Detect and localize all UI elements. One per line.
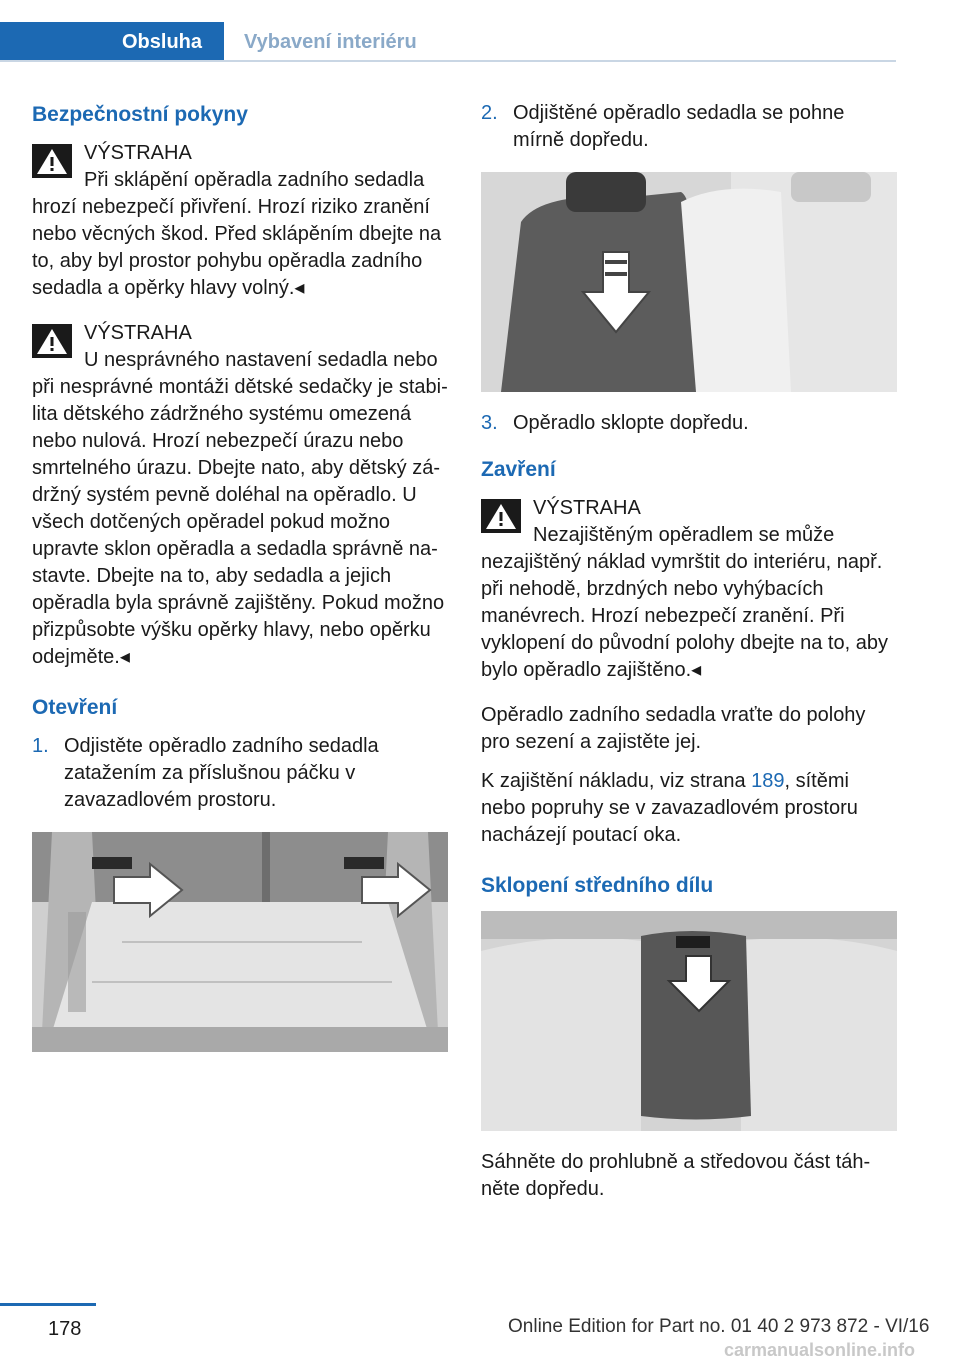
step-text: Odjištěné opěradlo sedadla se pohne mírně dopředu. [513,102,845,151]
warning-block [32,320,448,671]
warning-text: Nezajištěným opěradlem se může nezajištěný náklad vymrštit do interiéru, např. při nehodě, brzdných nebo vyhýbacích manévrech. Hrozí nebezpečí zranění. Při vyklopení do původní polohy dbejte na to, aby bylo opěradlo zajištěno.◂ [481,524,888,681]
page-number: 178 [48,1318,82,1340]
step-text: Opěradlo sklopte dopředu. [513,412,749,434]
step-item [32,733,448,814]
center-section-illustration [481,911,897,1131]
backrest-unlocked-illustration [481,172,897,392]
header-divider [0,60,896,62]
warning-triangle-icon [481,499,521,533]
warning-triangle-icon [32,144,72,178]
section-title-close: Zavření [481,458,556,481]
paragraph-text: K zajištění nákladu, viz strana [481,770,752,792]
paragraph [481,768,897,849]
tab-obsluha[interactable]: Obsluha [0,22,224,62]
warning-label: VÝSTRAHA [84,142,192,164]
step-number: 1. [32,735,49,757]
section-title-fold: Sklopení středního dílu [481,874,714,897]
warning-text: Při sklápění opěradla zadního sedadla hrozí nebezpečí přivření. Hrozí riziko zranění nebo věcných škod. Před sklápěním dbejte na to, aby byl prostor pohybu opěradla zadního sedadla a opěrky hlavy volný.◂ [32,169,442,299]
paragraph: Sáhněte do prohlubně a středovou část táhněte dopředu. [481,1151,871,1200]
step-number: 2. [481,102,498,124]
warning-triangle-icon [32,324,72,358]
step-item [481,410,897,437]
step-item [481,100,897,154]
footer-rule [0,1303,96,1306]
watermark: carmanualsonline.info [724,1340,916,1360]
step-text: Odjistěte opěradlo zadního sedadla zatažením za příslušnou páčku v zavazadlovém prostoru. [64,735,379,811]
edition-text: Online Edition for Part no. 01 40 2 973 872 - VI/16 [508,1316,930,1337]
warning-label: VÝSTRAHA [533,497,641,519]
paragraph: Opěradlo zadního sedadla vraťte do polohy pro sezení a zajistěte jej. [481,704,866,753]
warning-text: U nesprávného nastavení sedadla nebo při nesprávné montáži dětské sedačky je stabilita dětského zádržného systému omezená nebo nulová. Hrozí nebezpečí úrazu nebo smrtelného úrazu. Dbejte nato, aby dětský zádržný systém pevně doléhal na opěradlo. U všech dotčených opěradel pokud možno upravte sklon opěradla a sedadla správně nastavte. Dbejte na to, aby sedadla a jejich opěradla byla správně zajištěny. Pokud možno přizpůsobte výšku opěrky hlavy, nebo opěrku odejměte.◂ [32,349,448,668]
paragraph-text: , sítěmi nebo popruhy se v zavazadlovém prostoru nacházejí poutací oka. [481,770,858,846]
left-column [32,100,448,1070]
warning-block [32,140,448,302]
page-link[interactable]: 189 [751,770,785,792]
step-number: 3. [481,412,498,434]
warning-block [481,495,897,684]
tab-vybaveni-interieru[interactable]: Vybavení interiéru [244,30,417,53]
section-title-safety: Bezpečnostní pokyny [32,103,248,126]
right-column [481,100,897,1215]
trunk-illustration [32,832,448,1052]
section-title-open: Otevření [32,696,118,719]
warning-label: VÝSTRAHA [84,322,192,344]
